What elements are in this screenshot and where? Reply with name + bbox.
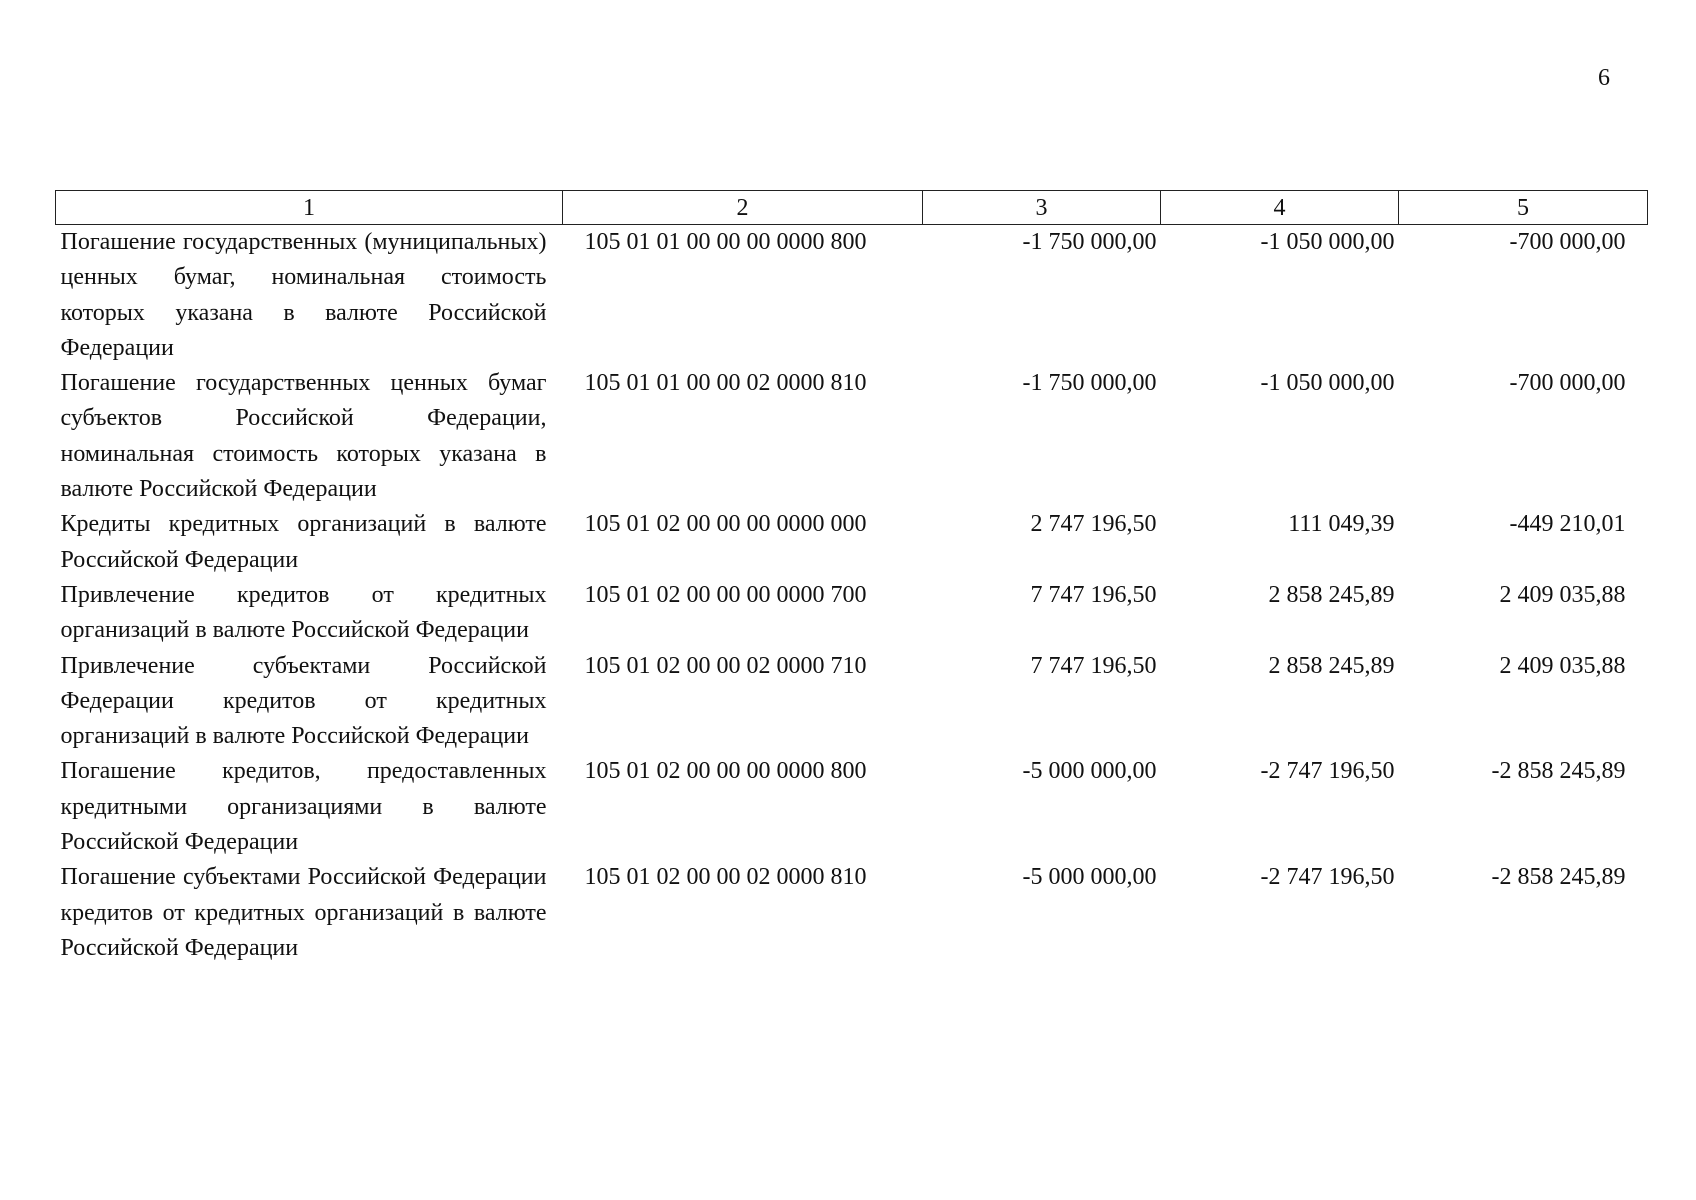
row-code: 105 01 02 00 00 00 0000 800 bbox=[584, 758, 867, 785]
row-value-col3: 7 747 196,50 bbox=[1030, 581, 1157, 608]
column-header-4: 4 bbox=[1161, 191, 1399, 225]
table-row bbox=[56, 507, 1648, 578]
table-row bbox=[56, 225, 1648, 367]
page-number: 6 bbox=[1598, 65, 1610, 91]
row-code: 105 01 02 00 00 00 0000 700 bbox=[584, 581, 867, 608]
row-value-col3: 2 747 196,50 bbox=[1030, 511, 1157, 538]
row-value-col3: -5 000 000,00 bbox=[1022, 864, 1157, 891]
table-row bbox=[56, 860, 1648, 966]
column-header-5: 5 bbox=[1399, 191, 1648, 225]
row-description: Погашение государственных ценных бумаг субъектов Российской Федерации, номинальная стоимость которых указана в валюте Российской Федерации bbox=[60, 370, 547, 503]
table-row bbox=[56, 366, 1648, 507]
row-value-col3: 7 747 196,50 bbox=[1030, 652, 1157, 679]
row-value-col5: -449 210,01 bbox=[1509, 511, 1626, 538]
row-description: Привлечение субъектами Российской Федерации кредитов от кредитных организаций в валюте Российской Федерации bbox=[60, 652, 547, 750]
table-body bbox=[56, 225, 1648, 967]
row-value-col4: -2 747 196,50 bbox=[1260, 758, 1395, 785]
row-description: Погашение кредитов, предоставленных кредитными организациями в валюте Российской Федерации bbox=[60, 758, 547, 856]
budget-sources-table bbox=[55, 190, 1648, 966]
row-code: 105 01 01 00 00 02 0000 810 bbox=[584, 370, 867, 397]
row-description: Кредиты кредитных организаций в валюте Российской Федерации bbox=[60, 511, 547, 573]
row-description: Погашение субъектами Российской Федерации кредитов от кредитных организаций в валюте Российской Федерации bbox=[60, 864, 547, 961]
row-description: Привлечение кредитов от кредитных организаций в валюте Российской Федерации bbox=[60, 581, 547, 644]
column-header-1: 1 bbox=[56, 191, 563, 225]
row-code: 105 01 02 00 00 02 0000 710 bbox=[584, 652, 867, 679]
row-value-col4: -2 747 196,50 bbox=[1260, 864, 1395, 891]
row-description: Погашение государственных (муниципальных) ценных бумаг, номинальная стоимость которых указана в валюте Российской Федерации bbox=[60, 229, 547, 361]
row-value-col5: -700 000,00 bbox=[1509, 370, 1626, 397]
header-row bbox=[56, 191, 1648, 225]
row-value-col5: -700 000,00 bbox=[1509, 229, 1626, 255]
row-code: 105 01 02 00 00 00 0000 000 bbox=[584, 511, 867, 538]
row-code: 105 01 01 00 00 00 0000 800 bbox=[584, 229, 867, 255]
table-row bbox=[56, 649, 1648, 755]
row-value-col4: 111 049,39 bbox=[1288, 511, 1395, 538]
table-header bbox=[56, 191, 1648, 225]
row-value-col3: -1 750 000,00 bbox=[1022, 370, 1157, 397]
row-value-col4: -1 050 000,00 bbox=[1260, 370, 1395, 397]
row-value-col4: 2 858 245,89 bbox=[1268, 652, 1395, 679]
row-value-col3: -1 750 000,00 bbox=[1022, 229, 1157, 255]
row-value-col4: -1 050 000,00 bbox=[1260, 229, 1395, 255]
row-value-col5: -2 858 245,89 bbox=[1491, 758, 1626, 785]
row-value-col5: -2 858 245,89 bbox=[1491, 864, 1626, 891]
table-row bbox=[56, 754, 1648, 860]
column-header-2: 2 bbox=[563, 191, 923, 225]
row-code: 105 01 02 00 00 02 0000 810 bbox=[584, 864, 867, 891]
table-row bbox=[56, 578, 1648, 649]
row-value-col5: 2 409 035,88 bbox=[1499, 581, 1626, 608]
column-header-3: 3 bbox=[923, 191, 1161, 225]
row-value-col4: 2 858 245,89 bbox=[1268, 581, 1395, 608]
row-value-col3: -5 000 000,00 bbox=[1022, 758, 1157, 785]
row-value-col5: 2 409 035,88 bbox=[1499, 652, 1626, 679]
